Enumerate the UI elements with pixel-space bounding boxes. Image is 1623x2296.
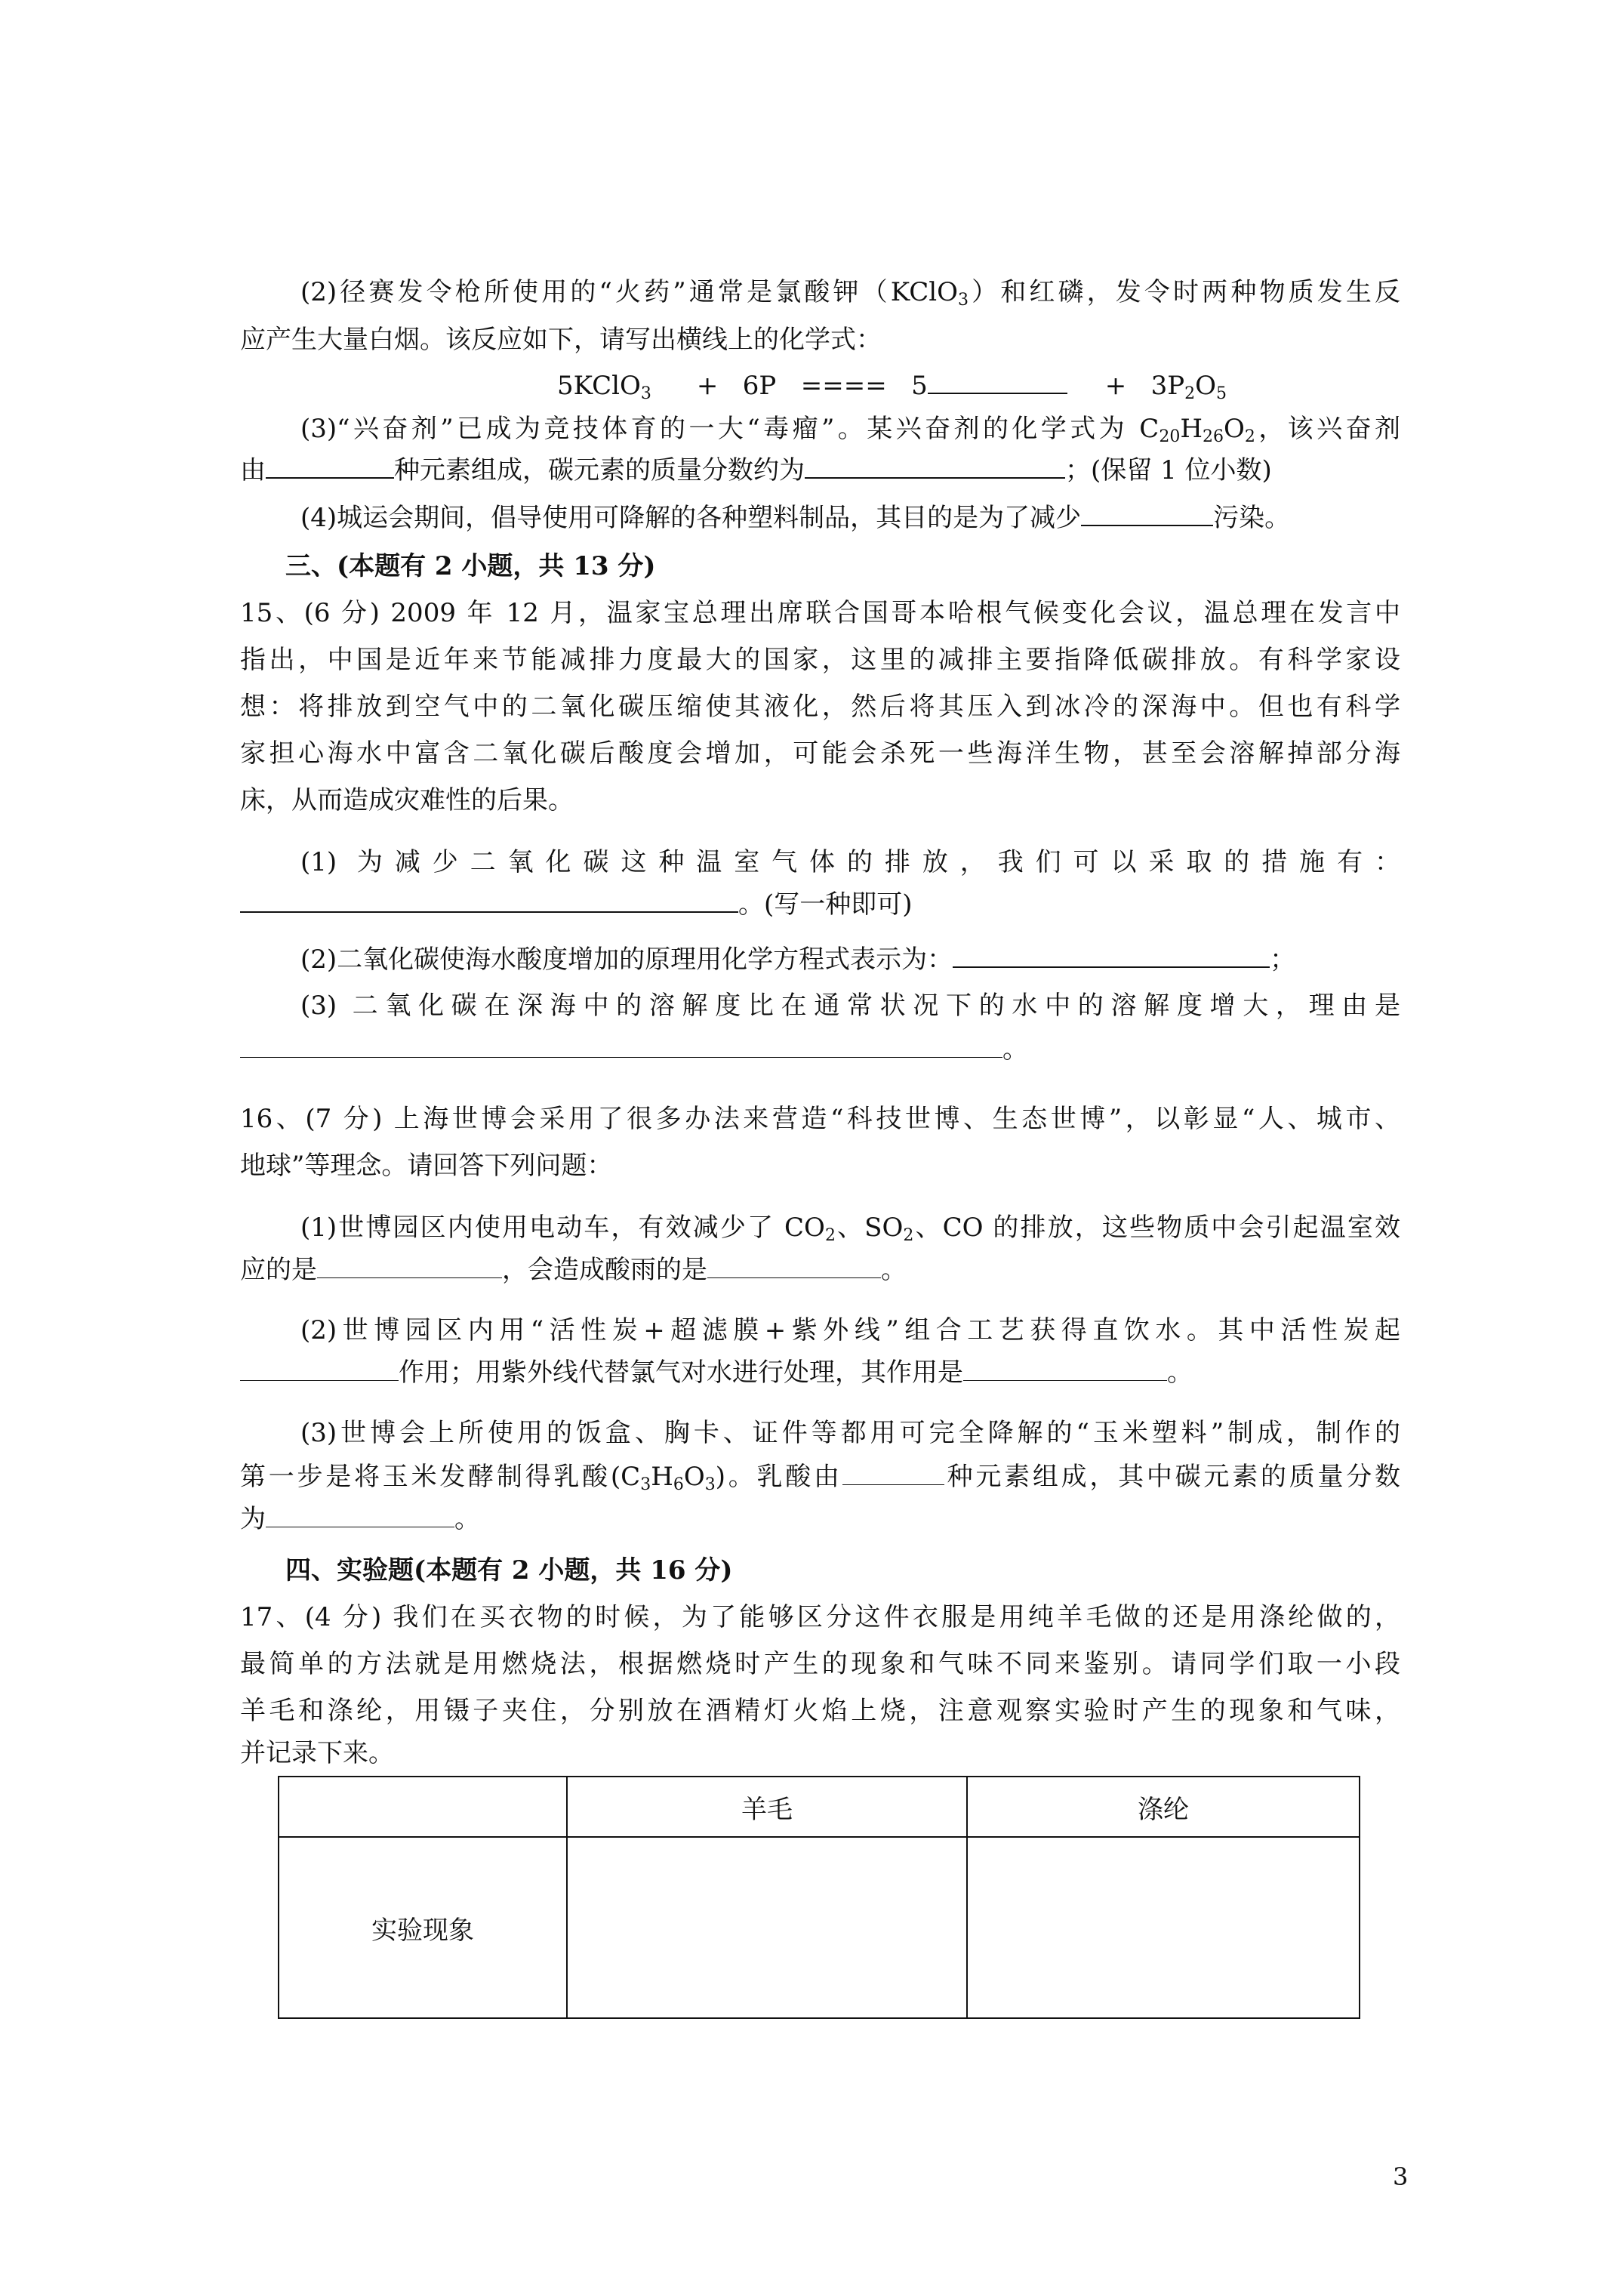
q15-line3: 想：将排放到空气中的二氧化碳压缩使其液化，然后将其压入到冰冷的深海中。但也有科学 — [240, 692, 1400, 722]
q17-line1: 17、(4 分) 我们在买衣物的时候，为了能够区分这件衣服是用纯羊毛做的还是用涤纶做的， — [240, 1602, 1400, 1632]
table-row — [279, 1837, 1360, 2018]
table-header-empty — [279, 1777, 567, 1837]
q16-elements-blank[interactable] — [842, 1460, 944, 1485]
q15-line1: 15、(6 分) 2009 年 12 月，温家宝总理出席联合国哥本哈根气候变化会议，温总理在发言中 — [240, 598, 1400, 628]
table-row-label: 实验现象 — [279, 1837, 567, 2018]
q17-line4: 并记录下来。 — [240, 1738, 394, 1768]
section4-heading: 四、实验题(本题有 2 小题，共 16 分) — [285, 1555, 733, 1586]
q15-reason-blank[interactable] — [240, 1033, 1002, 1058]
q17-line2: 最简单的方法就是用燃烧法，根据燃烧时产生的现象和气味不同来鉴别。请同学们取一小段 — [240, 1649, 1400, 1679]
q16-part3-line2: 第一步是将玉米发酵制得乳酸$(C_3H_6O_3)$。乳酸由 种元素组成，其中碳元素的质量分数 — [240, 1462, 1401, 1494]
q14-part2-line1: (2)径赛发令枪所使用的“火药”通常是氯酸钾（KClO$_3$）和红磷，发令时两种物质发生反 — [300, 277, 1400, 310]
q16-acid-rain-blank[interactable] — [707, 1253, 881, 1278]
q16-part1-line2: 应的是 ，会造成酸雨的是 。 — [240, 1255, 907, 1285]
q16-part2-line1: (2)世博园区内用“活性炭+超滤膜+紫外线”组合工艺获得直饮水。其中活性炭起 — [300, 1315, 1400, 1345]
q14-pollution-blank[interactable] — [1081, 501, 1213, 526]
wool-observation-cell[interactable] — [567, 1837, 967, 2018]
q15-equation-blank[interactable] — [953, 942, 1270, 968]
q15-line4: 家担心海水中富含二氧化碳后酸度会增加，可能会杀死一些海洋生物，甚至会溶解掉部分海 — [240, 738, 1400, 769]
q14-equation: 5KClO$_3$ + 6P ==== $5 + 3P_2O_5$ — [557, 368, 1227, 402]
q16-line1: 16、(7 分) 上海世博会采用了很多办法来营造“科技世博、生态世博”，以彰显“人、城市、 — [240, 1104, 1400, 1134]
page-number: 3 — [1393, 2162, 1409, 2191]
q17-line3: 羊毛和涤纶，用镊子夹住，分别放在酒精灯火焰上烧，注意观察实验时产生的现象和气味， — [240, 1696, 1400, 1726]
table-header-polyester: 涤纶 — [967, 1777, 1360, 1837]
q14-part4: (4)城运会期间，倡导使用可降解的各种塑料制品，其目的是为了减少 污染。 — [300, 501, 1290, 535]
polyester-observation-cell[interactable] — [967, 1837, 1360, 2018]
q14-part3-line2: 由 种元素组成，碳元素的质量分数约为 ；(保留 1 位小数) — [240, 453, 1272, 487]
q14-part3-line1: (3)“兴奋剂”已成为竞技体育的一大“毒瘤”。某兴奋剂的化学式为 $C_{20}H_{26}O_2$，该兴奋剂 — [300, 414, 1400, 446]
table-header-row — [279, 1777, 1360, 1837]
q16-fraction-blank[interactable] — [266, 1502, 454, 1527]
q16-greenhouse-blank[interactable] — [317, 1253, 502, 1278]
q16-part3-line3: 为 。 — [240, 1504, 480, 1534]
q15-part3-line2: 。 — [240, 1033, 1028, 1066]
q15-part3-line1: (3) 二氧化碳在深海中的溶解度比在通常状况下的水中的溶解度增大，理由是 — [300, 991, 1400, 1021]
q16-uv-role-blank[interactable] — [963, 1356, 1167, 1381]
q14-part2-line2: 应产生大量白烟。该反应如下，请写出横线上的化学式： — [240, 325, 882, 355]
q14-elements-blank[interactable] — [266, 453, 394, 479]
observation-table — [278, 1776, 1360, 2019]
q15-part1-line2: 。(写一种即可) — [240, 887, 913, 921]
q14-carbon-fraction-blank[interactable] — [805, 453, 1065, 479]
q16-part3-line1: (3)世博会上所使用的饭盒、胸卡、证件等都用可完全降解的“玉米塑料”制成，制作的 — [300, 1418, 1400, 1448]
q14-equation-blank[interactable] — [928, 368, 1067, 394]
q16-carbon-role-blank[interactable] — [240, 1356, 399, 1381]
q15-line2: 指出，中国是近年来节能减排力度最大的国家，这里的减排主要指降低碳排放。有科学家设 — [240, 645, 1400, 675]
q15-part1-line1: (1) 为减少二氧化碳这种温室气体的排放，我们可以采取的措施有： — [300, 847, 1400, 877]
q15-measure-blank[interactable] — [240, 887, 738, 913]
q16-part2-line2: 作用；用紫外线代替氯气对水进行处理，其作用是 。 — [240, 1356, 1193, 1389]
section3-heading: 三、(本题有 2 小题，共 13 分) — [285, 551, 656, 581]
q15-line5: 床，从而造成灾难性的后果。 — [240, 785, 574, 815]
q15-part2: (2)二氧化碳使海水酸度增加的原理用化学方程式表示为： ； — [300, 942, 1295, 976]
table-header-wool: 羊毛 — [567, 1777, 967, 1837]
q16-part1-line1: (1)世博园区内使用电动车，有效减少了 $CO_2$、$SO_2$、CO 的排放，这些物质中会引起温室效 — [300, 1213, 1400, 1245]
q16-line2: 地球”等理念。请回答下列问题： — [240, 1151, 613, 1181]
